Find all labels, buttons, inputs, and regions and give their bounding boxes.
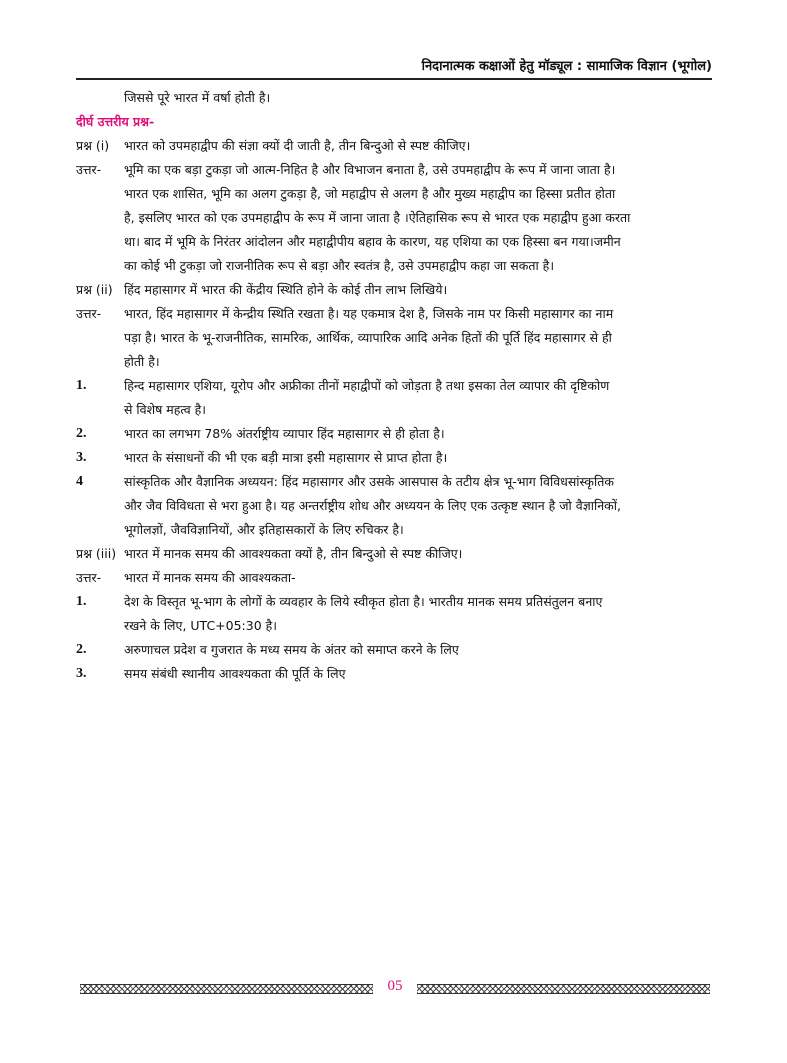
- question-label: प्रश्न (i): [76, 138, 110, 153]
- point-line: भूगोलज्ञों, जैवविज्ञानियों, और इतिहासकारों के लिए रुचिकर है।: [124, 522, 404, 537]
- list-item: [76, 638, 712, 662]
- point-line: भारत का लगभग 78% अंतर्राष्ट्रीय व्यापार हिंद महासागर से ही होता है।: [124, 426, 445, 441]
- point-line: से विशेष महत्व है।: [124, 402, 207, 417]
- list-item: [76, 374, 712, 422]
- answer-line: भारत एक शासित, भूमि का अलग टुकड़ा है, जो महाद्वीप से अलग है और मुख्य महाद्वीप का हिस्सा प्रतीत होता: [124, 186, 616, 201]
- question-text: भारत को उपमहाद्वीप की संज्ञा क्यों दी जाती है, तीन बिन्दुओ से स्पष्ट कीजिए।: [124, 138, 471, 153]
- answer-line: है, इसलिए भारत को एक उपमहाद्वीप के रूप में जाना जाता है ।ऐतिहासिक रूप से भारत एक महाद्वीप हुआ करता: [124, 210, 631, 225]
- point-line: हिन्द महासागर एशिया, यूरोप और अफ्रीका तीनों महाद्वीपों को जोड़ता है तथा इसका तेल व्यापार की दृष्टिकोण: [124, 378, 610, 393]
- point-line: रखने के लिए, UTC+05:30 है।: [124, 618, 278, 633]
- page-header: [76, 56, 712, 80]
- point-number: 3.: [76, 450, 87, 465]
- point-line: भारत के संसाधनों की भी एक बड़ी मात्रा इसी महासागर से प्राप्त होता है।: [124, 450, 448, 465]
- point-number: 1.: [76, 378, 87, 393]
- point-number: 2.: [76, 426, 87, 441]
- question-3: [76, 542, 712, 566]
- footer-ornament-right: [417, 984, 710, 994]
- question-2: [76, 278, 712, 302]
- answer-label: उत्तर-: [76, 162, 102, 177]
- list-item: [76, 662, 712, 686]
- list-item: [76, 590, 712, 638]
- answer-2: [76, 302, 712, 374]
- page-footer: [80, 980, 710, 1000]
- answer-line: पड़ा है। भारत के भू-राजनीतिक, सामरिक, आर्थिक, व्यापारिक आदि अनेक हितों की पूर्ति हिंद महासागर से ही: [124, 330, 612, 345]
- answer-line: भारत, हिंद महासागर में केन्द्रीय स्थिति रखता है। यह एकमात्र देश है, जिसके नाम पर किसी महासागर का नाम: [124, 306, 614, 321]
- answer-1: [76, 158, 712, 278]
- header-title: निदानात्मक कक्षाओं हेतु मॉड्यूल : सामाजिक विज्ञान (भूगोल): [421, 59, 712, 74]
- question-text: भारत में मानक समय की आवश्यकता क्यों है, तीन बिन्दुओ से स्पष्ट कीजिए।: [124, 546, 463, 561]
- intro-line: जिससे पूरे भारत में वर्षा होती है।: [124, 90, 271, 105]
- question-text: हिंद महासागर में भारत की केंद्रीय स्थिति होने के कोई तीन लाभ लिखिये।: [124, 282, 448, 297]
- question-label: प्रश्न (ii): [76, 282, 113, 297]
- answer-3: [76, 566, 712, 590]
- answer-line: भूमि का एक बड़ा टुकड़ा जो आत्म-निहित है और विभाजन बनाता है, उसे उपमहाद्वीप के रूप में जाना जाता है।: [124, 162, 616, 177]
- question-1: [76, 134, 712, 158]
- answer-line: होती है।: [124, 354, 160, 369]
- answer-label: उत्तर-: [76, 570, 102, 585]
- section-heading: दीर्घ उत्तरीय प्रश्न-: [76, 114, 155, 129]
- list-item: [76, 422, 712, 446]
- answer-line: का कोई भी टुकड़ा जो राजनीतिक रूप से बड़ा और स्वतंत्र है, उसे उपमहाद्वीप कहा जा सकता है।: [124, 258, 555, 273]
- point-line: और जैव विविधता से भरा हुआ है। यह अन्तर्राष्ट्रीय शोध और अध्ययन के लिए एक उत्कृष्ट स्थान है जो वैज्ञानिकों,: [124, 498, 621, 513]
- point-line: अरुणाचल प्रदेश व गुजरात के मध्य समय के अंतर को समाप्त करने के लिए: [124, 642, 459, 657]
- list-item: [76, 446, 712, 470]
- answer-label: उत्तर-: [76, 306, 102, 321]
- footer-ornament-left: [80, 984, 373, 994]
- answer-line: भारत में मानक समय की आवश्यकता-: [124, 570, 296, 585]
- answer-line: था। बाद में भूमि के निरंतर आंदोलन और महाद्वीपीय बहाव के कारण, यह एशिया का एक हिस्सा बन गया।जमीन: [124, 234, 621, 249]
- point-number: 4: [76, 474, 83, 489]
- point-line: देश के विस्तृत भू-भाग के लोगों के व्यवहार के लिये स्वीकृत होता है। भारतीय मानक समय प्रतिसंतुलन बनाए: [124, 594, 603, 609]
- page-content: [76, 86, 712, 686]
- point-line: समय संबंधी स्थानीय आवश्यकता की पूर्ति के लिए: [124, 666, 346, 681]
- point-number: 2.: [76, 642, 87, 657]
- point-number: 3.: [76, 666, 87, 681]
- page-number: 05: [387, 978, 403, 994]
- point-number: 1.: [76, 594, 87, 609]
- list-item: [76, 470, 712, 542]
- question-label: प्रश्न (iii): [76, 546, 117, 561]
- point-line: सांस्कृतिक और वैज्ञानिक अध्ययन: हिंद महासागर और उसके आसपास के तटीय क्षेत्र भू-भाग विविधसांस्कृतिक: [124, 474, 614, 489]
